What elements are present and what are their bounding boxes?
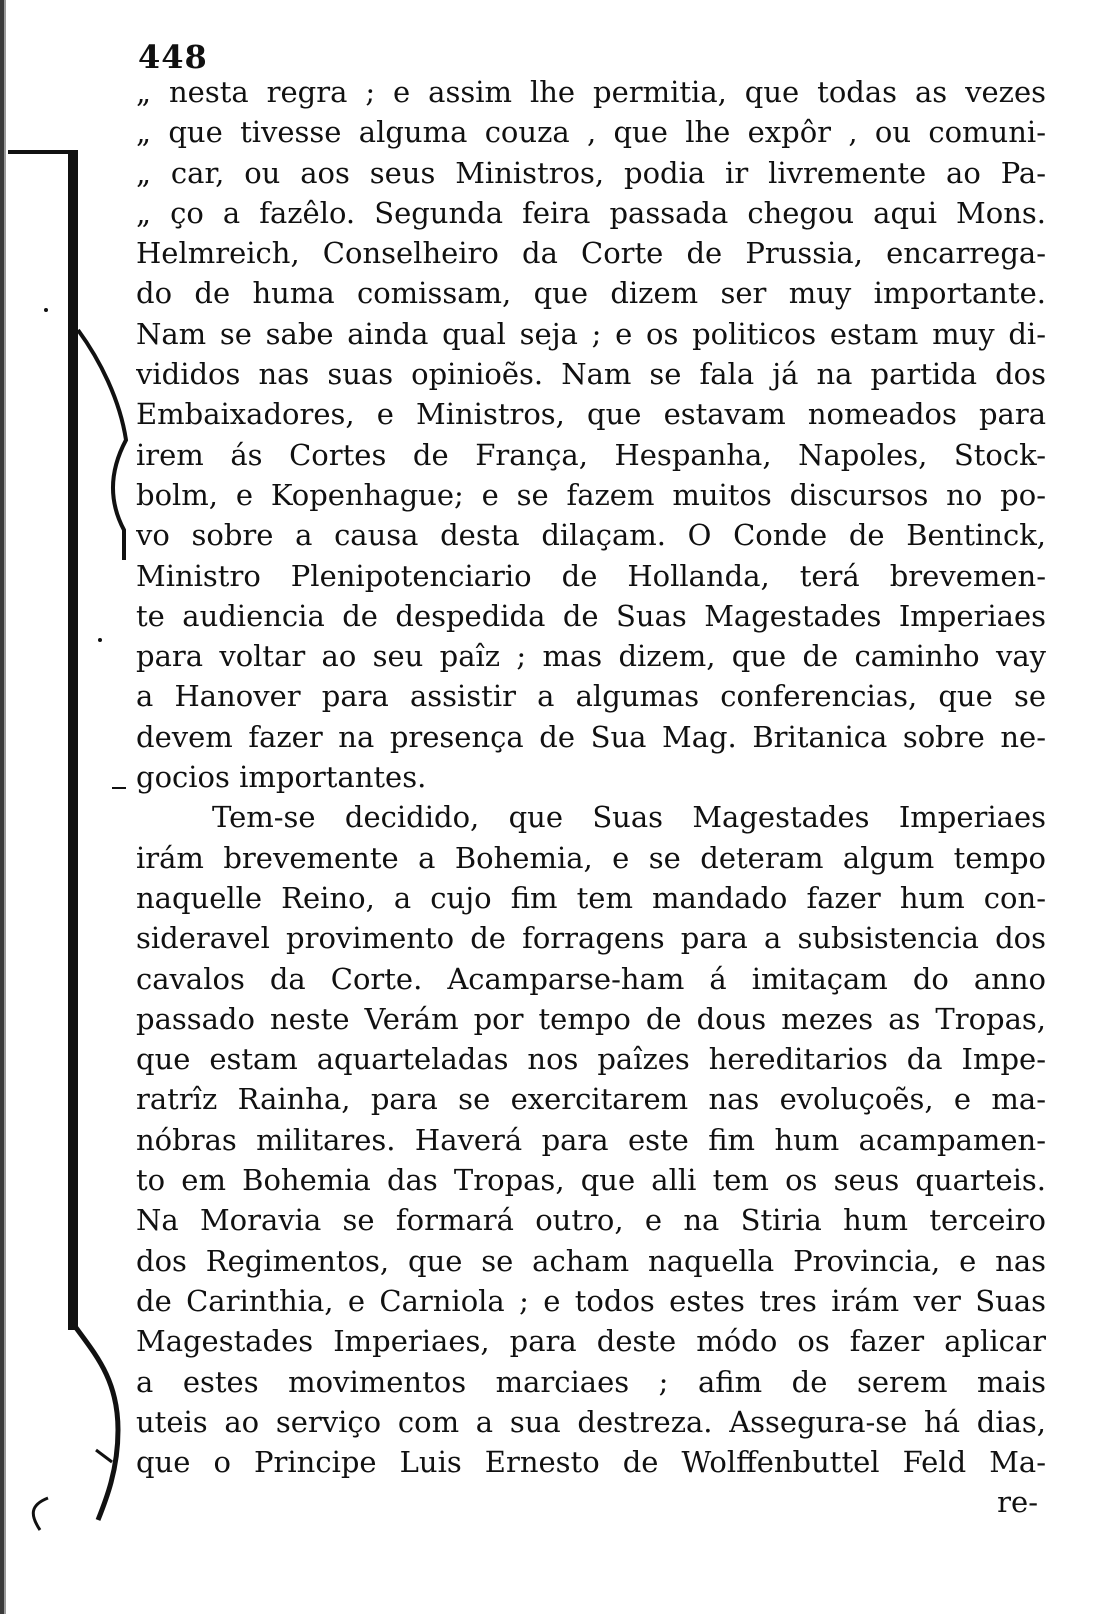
text-line: que o Principe Luis Ernesto de Wolffenbuttel Feld Ma- (136, 1445, 1046, 1480)
text-line: nóbras militares. Haverá para este fim hum acampamen- (136, 1122, 1046, 1157)
text-line: sideravel provimento de forragens para a subsistencia dos (136, 921, 1046, 956)
text-line: irem ás Cortes de França, Hespanha, Napoles, Stock- (136, 437, 1046, 472)
page-edge-shadow (0, 0, 10, 1614)
text-line: a Hanover para assistir a algumas conferencias, que se (136, 679, 1046, 714)
text-line: vididos nas suas opinioẽs. Nam se fala já na partida dos (136, 357, 1046, 392)
text-line: irám brevemente a Bohemia, e se deteram algum tempo (136, 840, 1046, 875)
text-line: Embaixadores, e Ministros, que estavam nomeados para (136, 397, 1046, 432)
catchword: re- (997, 1485, 1038, 1520)
text-line: naquelle Reino, a cujo fim tem mandado fazer hum con- (136, 880, 1046, 915)
text-line: te audiencia de despedida de Suas Magestades Imperiaes (136, 598, 1046, 633)
text-line: gocios importantes. (136, 760, 427, 795)
paragraph-start-line: Tem-se decidido, que Suas Magestades Imperiaes (212, 800, 1046, 835)
text-line: Na Moravia se formará outro, e na Stiria hum terceiro (136, 1203, 1046, 1238)
page-number: 448 (138, 38, 208, 76)
text-line: passado neste Verám por tempo de dous mezes as Tropas, (136, 1001, 1046, 1036)
text-line: de Carinthia, e Carniola ; e todos estes tres irám ver Suas (136, 1283, 1046, 1318)
text-line: uteis ao serviço com a sua destreza. Assegura-se há dias, (136, 1404, 1046, 1439)
text-line: Magestades Imperiaes, para deste módo os fazer aplicar (136, 1324, 1046, 1359)
text-line: para voltar ao seu paîz ; mas dizem, que de caminho vay (136, 639, 1046, 674)
text-line: cavalos da Corte. Acamparse-ham á imitaçam do anno (136, 961, 1046, 996)
text-line: „ nesta regra ; e assim lhe permitia, que todas as vezes (136, 75, 1046, 109)
text-line: „ car, ou aos seus Ministros, podia ir livremente ao Pa- (136, 155, 1046, 190)
text-line: Helmreich, Conselheiro da Corte de Prussia, encarrega- (136, 236, 1046, 271)
text-line: a estes movimentos marciaes ; afim de serem mais (136, 1364, 1046, 1399)
text-line: que estam aquarteladas nos paîzes hereditarios da Impe- (136, 1042, 1046, 1077)
text-line: devem fazer na presença de Sua Mag. Britanica sobre ne- (136, 719, 1046, 754)
text-line: Ministro Plenipotenciario de Hollanda, terá brevemen- (136, 558, 1046, 593)
text-line: bolm, e Kopenhague; e se fazem muitos discursos no po- (136, 477, 1046, 512)
text-line: ratrîz Rainha, para se exercitarem nas evoluçoẽs, e ma- (136, 1082, 1046, 1117)
text-line: do de huma comissam, que dizem ser muy importante. (136, 276, 1046, 311)
text-line: „ ço a fazêlo. Segunda feira passada chegou aqui Mons. (136, 195, 1046, 230)
text-line: to em Bohemia das Tropas, que alli tem os seus quarteis. (136, 1163, 1046, 1198)
text-line: dos Regimentos, que se acham naquella Provincia, e nas (136, 1243, 1046, 1278)
text-line: vo sobre a causa desta dilaçam. O Conde de Bentinck, (136, 518, 1046, 553)
text-line: „ que tivesse alguma couza , que lhe expôr , ou comuni- (136, 115, 1046, 150)
body-text (136, 72, 1046, 1523)
text-line: Nam se sabe ainda qual seja ; e os politicos estam muy di- (136, 316, 1046, 351)
